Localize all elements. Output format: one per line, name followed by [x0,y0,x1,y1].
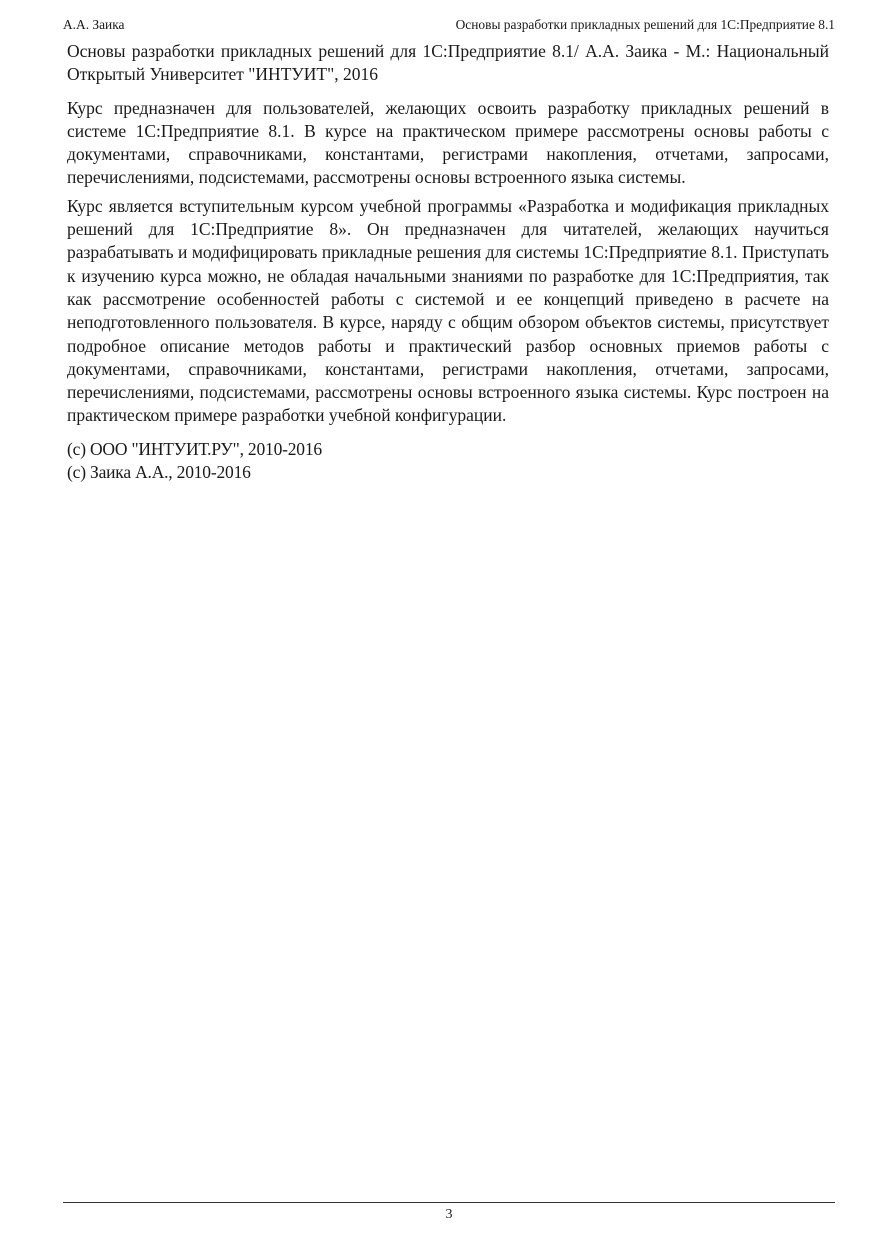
header-course-title: Основы разработки прикладных решений для 1С:Предприятие 8.1 [455,17,835,32]
abstract-paragraph-1: Курс предназначен для пользователей, желающих освоить разработку прикладных решений в системе 1С:Предприятие 8.1. В курсе на практическом примере рассмотрены основы работы с документами, справочниками, константами, регистрами накопления, отчетами, запросами, перечислениями, подсистемами, рассмотрены основы встроенного языка системы. [67,97,829,188]
footer-divider [63,1202,835,1203]
copyright-block [67,438,829,485]
page-content [67,40,829,484]
header-author: А.А. Заика [63,17,125,32]
running-header [63,15,835,35]
bibliographic-citation: Основы разработки прикладных решений для 1С:Предприятие 8.1/ А.А. Заика - М.: Национальный Открытый Университет "ИНТУИТ", 2016 [67,41,829,85]
page-number: 3 [445,1207,453,1222]
abstract-paragraph-2: Курс является вступительным курсом учебной программы «Разработка и модификация прикладных решений для 1С:Предприятие 8». Он предназначен для читателей, желающих научиться разрабатывать и модифицировать прикладные решения для системы 1С:Предприятие 8.1. Приступать к изучению курса можно, не обладая начальными знаниями по разработке для 1С:Предприятия, так как рассмотрение особенностей работы с системой и ее концепций приведено в расчете на неподготовленного пользователя. В курсе, наряду с общим обзором объектов системы, присутствует подробное описание методов работы и практический разбор основных приемов работы с документами, справочниками, константами, регистрами накопления, отчетами, запросами, перечислениями, подсистемами, рассмотрены основы встроенного языка системы. Курс построен на практическом примере разработки учебной конфигурации. [67,195,829,426]
copyright-author: (c) Заика А.А., 2010-2016 [67,462,251,483]
copyright-publisher: (c) ООО "ИНТУИТ.РУ", 2010-2016 [67,438,322,459]
